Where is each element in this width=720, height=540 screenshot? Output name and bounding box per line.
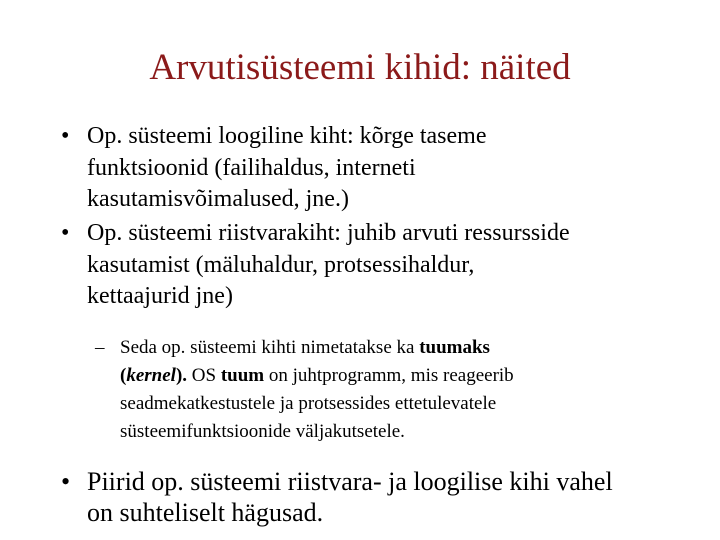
sub-bullet-line xyxy=(120,362,695,390)
sub-bullet-line xyxy=(120,334,695,362)
bullet-line: funktsioonid (failihaldus, interneti xyxy=(87,154,416,181)
bullet-line: Op. süsteemi loogiline kiht: kõrge taseme xyxy=(87,123,487,149)
bullet-marker: • xyxy=(61,220,70,246)
bullet-text xyxy=(87,466,701,528)
sub-bullet-marker: – xyxy=(95,337,105,358)
sub-bullet-kernel xyxy=(95,334,695,446)
paren-close: ). xyxy=(175,365,188,386)
bullet-line: Piirid op. süsteemi riistvara- ja loogilise kihi vahel xyxy=(87,467,613,496)
slide-title: Arvutisüsteemi kihid: näited xyxy=(149,47,571,88)
paren-open: ( xyxy=(120,365,127,386)
term-tuum: tuum xyxy=(220,365,265,386)
text-run: on juhtprogramm, mis reageerib xyxy=(264,365,514,386)
bullet-logical-layer xyxy=(61,121,701,216)
sub-bullet-text xyxy=(120,334,695,446)
bullet-marker: • xyxy=(61,467,71,496)
sub-bullet-line: seadmekatkestustele ja protsessides ettetulevatele xyxy=(120,393,497,414)
bullet-boundaries xyxy=(61,466,701,528)
bullet-line: kettaajurid jne) xyxy=(87,283,233,309)
bullet-line: Op. süsteemi riistvarakiht: juhib arvuti ressursside xyxy=(87,220,570,246)
bullet-line: kasutamisvõimalused, jne.) xyxy=(87,186,349,212)
text-run: Seda op. süsteemi kihti nimetatakse ka xyxy=(120,337,420,358)
bullet-line: kasutamist (mäluhaldur, protsessihaldur, xyxy=(87,251,475,278)
term-tuumaks: tuumaks xyxy=(419,337,490,358)
bullet-hardware-layer xyxy=(61,218,701,313)
term-kernel: kernel xyxy=(126,365,176,386)
bullet-text xyxy=(87,218,701,313)
text-run: OS xyxy=(187,365,221,386)
sub-bullet-line: süsteemifunktsioonide väljakutsetele. xyxy=(120,421,405,442)
bullet-line: on suhteliselt hägusad. xyxy=(87,498,324,527)
bullet-text xyxy=(87,121,701,216)
bullet-marker: • xyxy=(61,123,70,149)
